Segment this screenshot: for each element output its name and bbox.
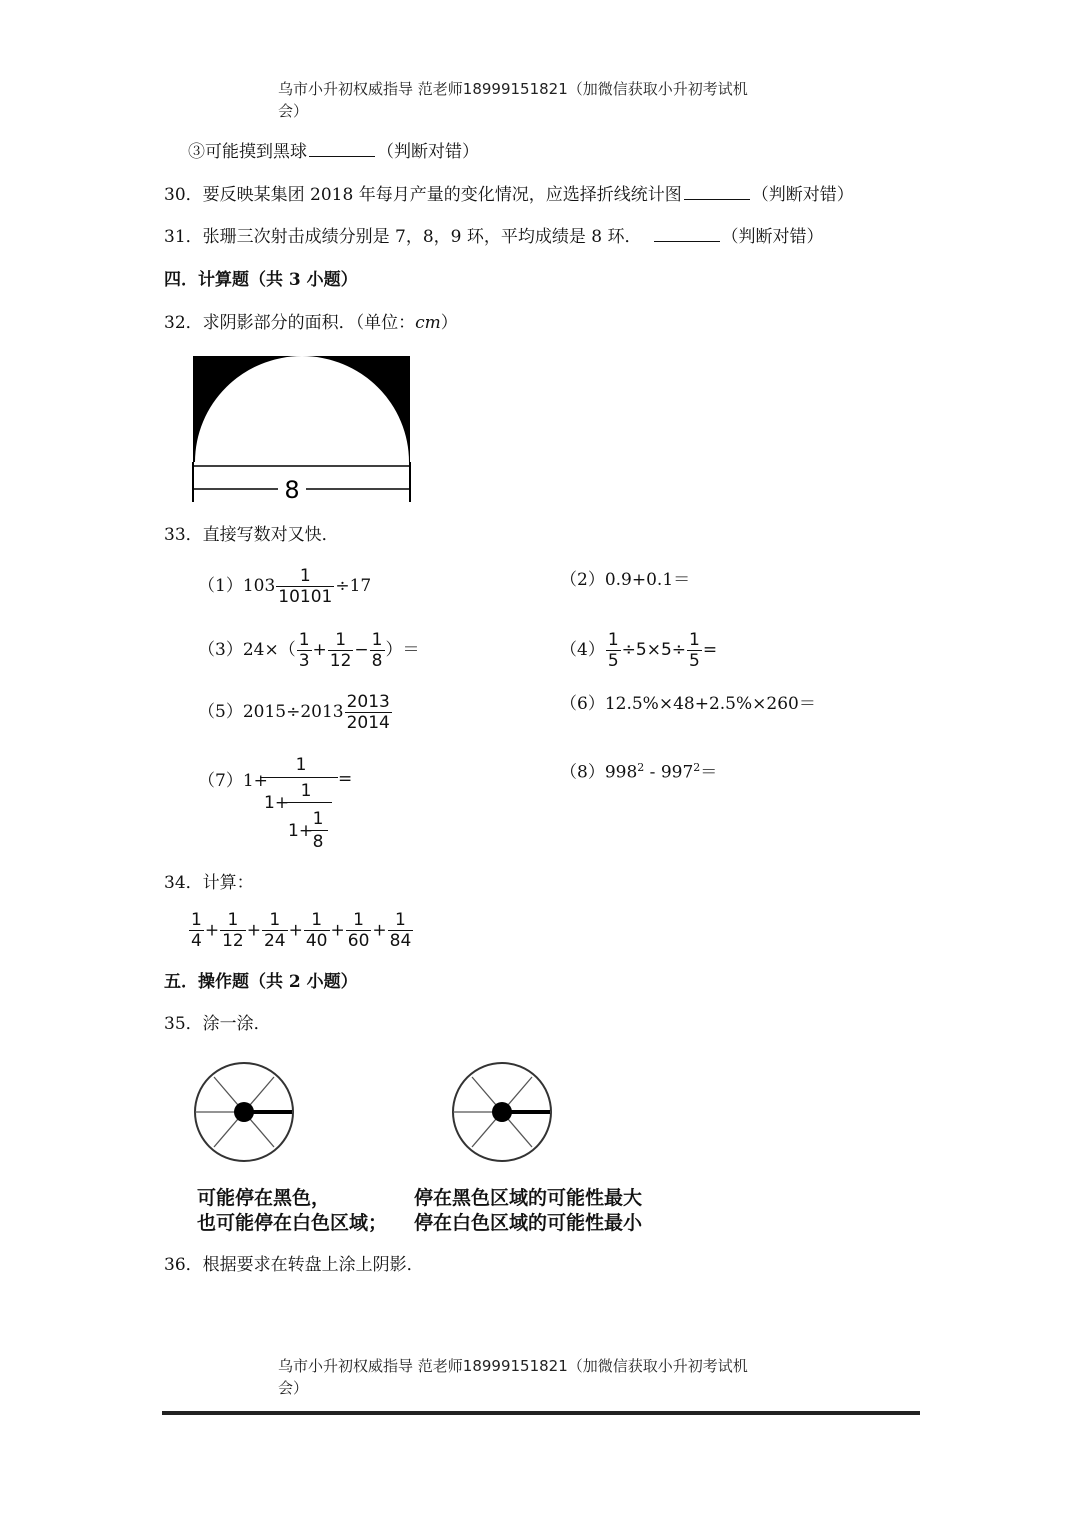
spinner-right-caption bbox=[414, 1186, 642, 1236]
denominator: 5 bbox=[607, 651, 619, 671]
answer-blank[interactable] bbox=[684, 183, 750, 200]
numerator: 1 bbox=[269, 910, 281, 930]
fraction-bar bbox=[284, 802, 332, 803]
numerator: 1 bbox=[395, 910, 406, 930]
numerator: 1 bbox=[227, 910, 239, 930]
q33-item-3: （3）24×（ $\frac{1}{3}$ + $\frac{1}{12}$ − $\frac{1}{8}$ ）＝ bbox=[198, 630, 420, 671]
fraction bbox=[388, 910, 414, 951]
question-close: ） bbox=[440, 313, 458, 333]
page-footer bbox=[278, 1355, 748, 1399]
numerator: 1 bbox=[353, 910, 364, 930]
footer-line-1: 乌市小升初权威指导 范老师18999151821（加微信获取小升初考试机 bbox=[278, 1357, 748, 1375]
denominator: 60 bbox=[347, 931, 370, 951]
caption-line: 停在黑色区域的可能性最大 bbox=[414, 1187, 643, 1209]
denominator: 4 bbox=[191, 931, 202, 951]
spinner-hub bbox=[234, 1102, 254, 1122]
fraction bbox=[687, 630, 702, 671]
denominator: 3 bbox=[298, 651, 310, 671]
unit: cm bbox=[415, 313, 441, 333]
fraction bbox=[297, 630, 312, 671]
item-tail: = bbox=[338, 769, 353, 789]
spinner-left[interactable] bbox=[192, 1060, 296, 1164]
fraction-bar bbox=[308, 830, 328, 831]
numerator: 1 bbox=[295, 755, 307, 775]
section-5-title: 五．操作题（共 2 小题） bbox=[164, 972, 358, 992]
item-label: （1）103 bbox=[198, 576, 276, 596]
numerator: 1 bbox=[298, 630, 310, 650]
caption-line: 也可能停在白色区域； bbox=[197, 1212, 388, 1234]
denominator: 5 bbox=[689, 651, 700, 671]
fraction-bar bbox=[260, 777, 338, 778]
item-label: （3）24×（ bbox=[198, 640, 296, 660]
section-4-title: 四．计算题（共 3 小题） bbox=[164, 270, 358, 290]
question-suffix: （判断对错） bbox=[721, 227, 824, 247]
question-31 bbox=[164, 225, 824, 249]
denominator: 84 bbox=[389, 931, 412, 951]
fraction bbox=[345, 692, 392, 733]
caption-line: 停在白色区域的可能性最小 bbox=[414, 1212, 643, 1234]
fraction bbox=[276, 566, 334, 607]
page-header bbox=[278, 78, 748, 122]
header-line-2: 会） bbox=[278, 102, 309, 120]
denominator: 8 bbox=[312, 832, 324, 852]
fraction bbox=[328, 630, 354, 671]
denominator: 12 bbox=[329, 651, 352, 671]
item-tail: ）＝ bbox=[385, 640, 420, 660]
denominator: 2014 bbox=[346, 713, 390, 733]
shaded-semicircle-figure bbox=[190, 354, 414, 504]
dimension-label: 8 bbox=[284, 476, 300, 504]
numerator: 1 bbox=[607, 630, 619, 650]
fraction bbox=[346, 910, 372, 951]
item-tail: = bbox=[702, 640, 718, 660]
question-suffix: （判断对错） bbox=[377, 142, 479, 162]
item-tail: ÷17 bbox=[335, 576, 372, 596]
one-plus: 1+ bbox=[264, 793, 290, 813]
denominator: 10101 bbox=[278, 587, 333, 607]
q34-expression: $\frac{1}{4}$ + $\frac{1}{12}$ + $\frac{1}{24}$ + $\frac{1}{40}$ + $\frac{1}{60}$ + $\frac{1}{84}$ bbox=[191, 910, 412, 951]
question-34-title: 34．计算： bbox=[164, 873, 254, 893]
numerator: 1 bbox=[191, 910, 202, 930]
denominator: 8 bbox=[371, 651, 383, 671]
q33-item-7-label: （7）1+ bbox=[198, 771, 268, 791]
fraction bbox=[189, 910, 204, 951]
numerator: 1 bbox=[299, 566, 311, 586]
one-plus: 1+ bbox=[288, 821, 314, 841]
denominator: 24 bbox=[263, 931, 286, 951]
q33-item-2: （2）0.9+0.1＝ bbox=[560, 570, 691, 590]
superscript: 2 bbox=[693, 761, 701, 774]
numerator: 1 bbox=[335, 630, 347, 650]
numerator: 1 bbox=[312, 809, 324, 829]
item-tail: ＝ bbox=[700, 762, 718, 783]
spinner-right[interactable] bbox=[450, 1060, 554, 1164]
q33-item-6: （6）12.5%×48+2.5%×260＝ bbox=[560, 694, 816, 714]
q33-item-1 bbox=[198, 566, 371, 607]
superscript: 2 bbox=[637, 761, 645, 774]
fraction bbox=[370, 630, 385, 671]
question-text: 31．张珊三次射击成绩分别是 7，8，9 环，平均成绩是 8 环． bbox=[164, 227, 642, 247]
item-label: （8）998 bbox=[560, 762, 638, 783]
question-text: ③可能摸到黑球 bbox=[188, 142, 307, 162]
footer-rule bbox=[162, 1411, 920, 1415]
fraction bbox=[262, 910, 288, 951]
answer-blank[interactable] bbox=[654, 225, 720, 242]
numerator: 1 bbox=[300, 781, 312, 801]
question-30 bbox=[164, 183, 854, 207]
spinner-hub bbox=[492, 1102, 512, 1122]
answer-blank[interactable] bbox=[309, 140, 375, 157]
denominator: 12 bbox=[222, 931, 244, 951]
fraction bbox=[220, 910, 246, 951]
numerator: 1 bbox=[689, 630, 700, 650]
numerator: 1 bbox=[371, 630, 383, 650]
question-36: 36．根据要求在转盘上涂上阴影． bbox=[164, 1255, 424, 1275]
question-33-title: 33．直接写数对又快． bbox=[164, 525, 339, 545]
fraction bbox=[304, 910, 330, 951]
question-text: 30．要反映某集团 2018 年每月产量的变化情况，应选择折线统计图 bbox=[164, 185, 682, 205]
question-suffix: （判断对错） bbox=[751, 185, 854, 205]
spinner-left-caption bbox=[197, 1186, 387, 1236]
item-mid: ÷5×5÷ bbox=[621, 640, 687, 660]
header-line-1: 乌市小升初权威指导 范老师18999151821（加微信获取小升初考试机 bbox=[278, 80, 748, 98]
numerator: 2013 bbox=[346, 692, 390, 712]
footer-line-2: 会） bbox=[278, 1379, 309, 1397]
numerator: 1 bbox=[311, 910, 323, 930]
q33-item-5 bbox=[198, 692, 393, 733]
question-32 bbox=[164, 311, 458, 335]
item-mid: - 997 bbox=[644, 762, 694, 783]
question-35-title: 35．涂一涂． bbox=[164, 1014, 271, 1034]
question-29-part-3 bbox=[188, 140, 479, 164]
q33-item-8 bbox=[560, 756, 717, 785]
item-label: （5）2015÷2013 bbox=[198, 702, 344, 722]
fraction bbox=[606, 630, 621, 671]
denominator: 40 bbox=[305, 931, 328, 951]
item-label: （4） bbox=[560, 640, 605, 660]
caption-line: 可能停在黑色， bbox=[197, 1187, 331, 1209]
question-text: 32．求阴影部分的面积．（单位： bbox=[164, 313, 416, 333]
q33-item-4 bbox=[560, 630, 717, 671]
